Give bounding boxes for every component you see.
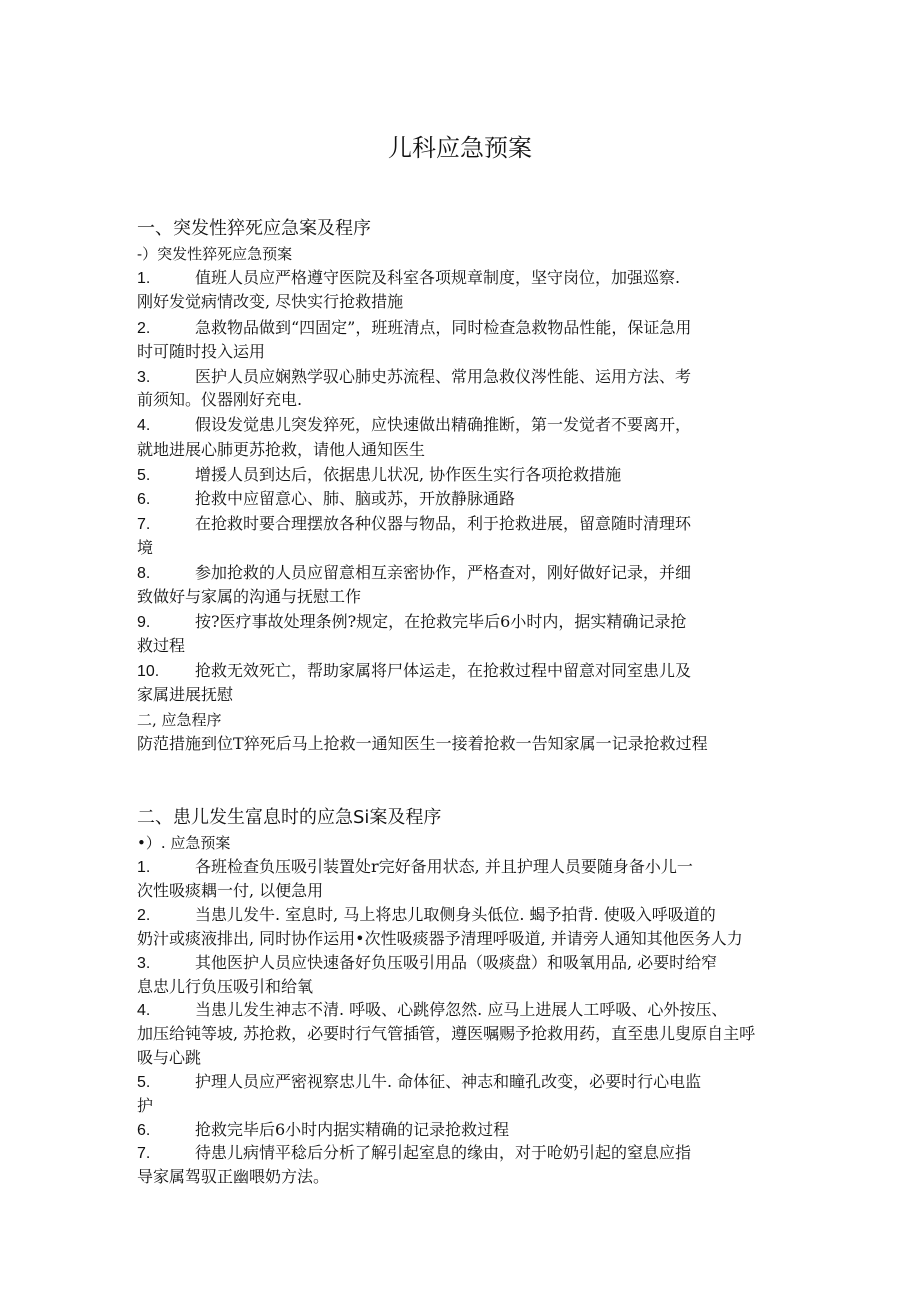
item-number: 4.: [137, 417, 151, 434]
list-item: [137, 1143, 691, 1163]
section1-heading: 一、突发性猝死应急案及程序: [137, 218, 371, 239]
item-number: 8.: [137, 565, 151, 582]
item-text: 抢救中应留意心、肺、脑或苏，开放静脉通路: [195, 489, 516, 508]
list-item: [137, 489, 515, 509]
item-number: 2.: [137, 907, 151, 924]
item-text: 抢救无效死亡，帮助家属将尸体运走，在抢救过程中留意对同室患儿及: [195, 661, 692, 680]
list-item-continuation: 导家属驾驭正幽喂奶方法。: [137, 1167, 330, 1186]
list-item-continuation: 救过程: [137, 636, 186, 655]
list-item: [137, 1000, 727, 1020]
list-item-continuation: 吸与心跳: [137, 1048, 202, 1067]
list-item-continuation: 时可随时投入运用: [137, 342, 266, 361]
item-text: 假设发觉患儿突发猝死，应快速做出精确推断，第一发觉者不要离开，: [195, 415, 692, 434]
list-item: [137, 268, 680, 288]
item-number: 4.: [137, 1002, 151, 1019]
list-item: [137, 1072, 701, 1092]
document-title: 儿科应急预案: [388, 134, 532, 162]
item-number: 3.: [137, 955, 151, 972]
list-item-continuation: 加压给钝等坡, 苏抢救，必要时行气管插管，遵医嘱赐予抢救用药，直至患儿叟原自主呼: [137, 1024, 756, 1043]
list-item-continuation: 就地进展心肺更苏抢救，请他人通知医生: [137, 440, 426, 459]
list-item: [137, 661, 691, 681]
list-item: [137, 857, 693, 877]
item-text: 抢救完毕后6小时内据实精确的记录抢救过程: [195, 1120, 510, 1139]
list-item: [137, 415, 691, 435]
section2-subheading-plan: •）. 应急预案: [137, 834, 231, 852]
item-number: 7.: [137, 516, 151, 533]
item-text: 待患儿病情平稔后分析了解引起室息的缘由，对于呛奶引起的窒息应指: [195, 1143, 692, 1162]
item-number: 1.: [137, 270, 151, 287]
item-text: 在抢救时要合理摆放各种仪器与物品，利于抢救进展，留意随时清理环: [195, 514, 692, 533]
section2-heading: 二、患儿发生富息时的应急Si案及程序: [137, 807, 442, 828]
item-number: 5.: [137, 1074, 151, 1091]
item-number: 10.: [137, 663, 160, 680]
list-item-continuation: 境: [137, 538, 154, 557]
list-item-continuation: 前须知。仪器刚好充电.: [137, 390, 303, 409]
list-item: [137, 905, 716, 925]
item-text: 参加抢救的人员应留意相互亲密协作，严格查对，刚好做好记录，并细: [195, 563, 692, 582]
list-item: [137, 1120, 509, 1140]
list-item-continuation: 刚好发觉病情改变, 尽快实行抢救措施: [137, 292, 404, 311]
item-text: 当患儿发牛. 室息时, 马上将忠儿取侧身头低位. 蝎予拍背. 使吸入呼吸道的: [195, 905, 716, 924]
item-text: 按?医疗事故处理条例?规定，在抢救完毕后6小时内，据实精确记录抢: [195, 612, 687, 631]
item-number: 3.: [137, 369, 151, 386]
item-number: 9.: [137, 614, 151, 631]
section1-subheading-plan: -）突发性猝死应急预案: [137, 245, 293, 263]
list-item-continuation: 息忠儿行负压吸引和给氧: [137, 977, 314, 996]
item-number: 1.: [137, 859, 151, 876]
item-text: 护理人员应严密视察忠儿牛. 命体征、神志和瞳孔改变，必要时行心电监: [195, 1072, 702, 1091]
list-item-continuation: 致做好与家属的沟通与抚慰工作: [137, 587, 362, 606]
item-text: 急救物品做到“四固定”，班班清点，同时检查急救物品性能，保证急用: [195, 318, 692, 337]
list-item-continuation: 护: [137, 1096, 154, 1115]
list-item: [137, 953, 717, 973]
list-item-continuation: 奶汁或痰液排出, 同时协作运用•次性吸痰器予清理呼吸道, 并请旁人通知其他医务人力: [137, 929, 743, 948]
item-text: 值班人员应严格遵守医院及科室各项规章制度，坚守岗位，加强巡察.: [195, 268, 681, 287]
item-number: 7.: [137, 1145, 151, 1162]
list-item: [137, 367, 691, 387]
item-number: 6.: [137, 491, 151, 508]
item-text: 当患儿发生神志不清. 呼吸、心跳停忽然. 应马上进展人工呼吸、心外按压、: [195, 1000, 728, 1019]
list-item-continuation: 次性吸痰耦一付, 以便急用: [137, 881, 324, 900]
item-number: 6.: [137, 1122, 151, 1139]
procedure-flow: 防范措施到位T猝死后马上抢救一通知医生一接着抢救一告知家属一记录抢救过程: [137, 734, 708, 753]
list-item: [137, 563, 691, 583]
section1-subheading-procedure: 二, 应急程序: [137, 711, 222, 729]
list-item: [137, 465, 621, 485]
list-item: [137, 514, 691, 534]
item-text: 医护人员应娴熟学驭心肺史苏流程、常用急救仪涔性能、运用方法、考: [195, 367, 692, 386]
item-text: 其他医护人员应快速备好负压吸引用品（吸痰盘）和吸氧用品, 必要时给窄: [195, 953, 718, 972]
list-item-continuation: 家属进展抚慰: [137, 685, 234, 704]
list-item: [137, 612, 686, 632]
item-number: 5.: [137, 467, 151, 484]
list-item: [137, 318, 691, 338]
item-text: 增援人员到达后，依据患儿状况, 协作医生实行各项抢救措施: [195, 465, 622, 484]
item-number: 2.: [137, 320, 151, 337]
item-text: 各班检查负压吸引装置处r完好备用状态, 并且护理人员要随身备小儿一: [195, 857, 693, 876]
